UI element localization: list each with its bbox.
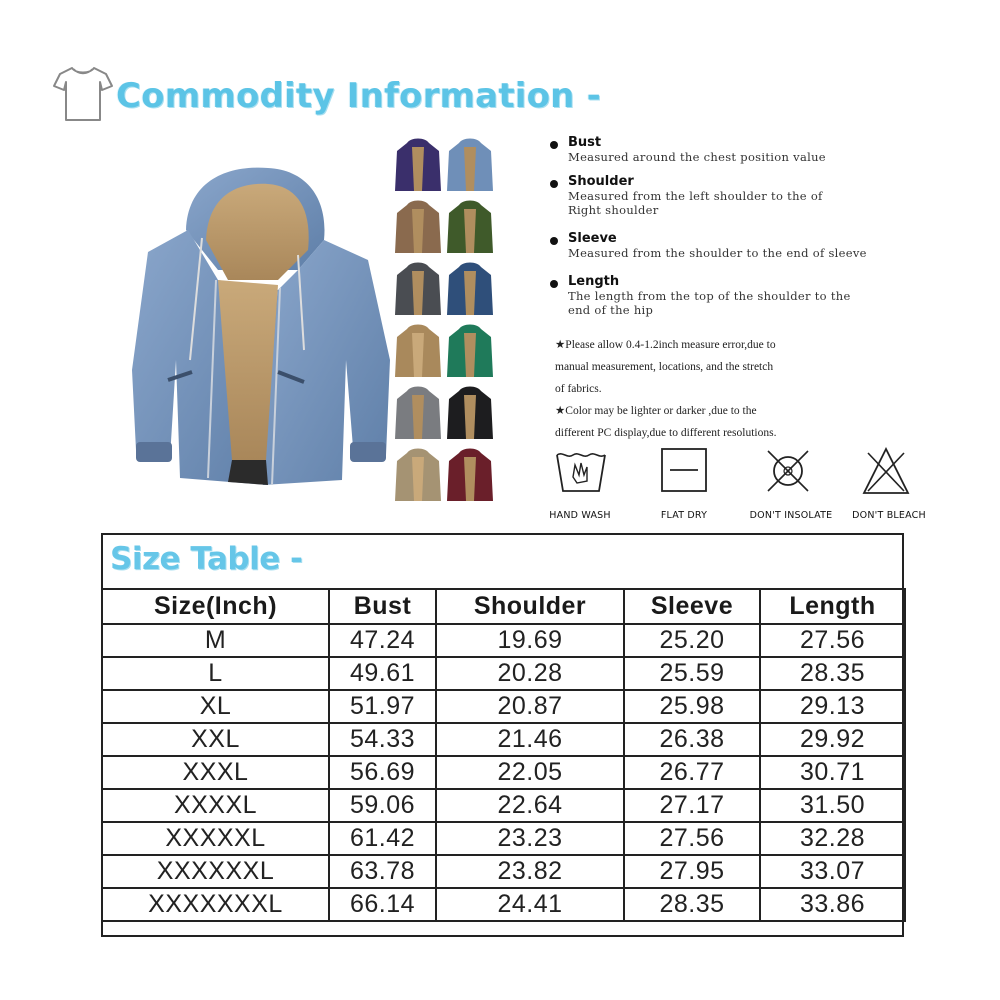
length-cell: 32.28 <box>760 822 905 855</box>
variant-swatch[interactable] <box>393 199 443 259</box>
bust-cell: 66.14 <box>329 888 436 921</box>
variant-swatch[interactable] <box>393 323 443 383</box>
table-row <box>102 789 905 822</box>
note-line: of fabrics. <box>555 383 602 395</box>
care-label: HAND WASH <box>549 510 611 521</box>
shoulder-cell: 20.28 <box>436 657 624 690</box>
guide-title: Shoulder <box>568 174 634 189</box>
shoulder-cell: 21.46 <box>436 723 624 756</box>
bust-cell: 49.61 <box>329 657 436 690</box>
length-cell: 28.35 <box>760 657 905 690</box>
note-line: different PC display,due to different resolutions. <box>555 427 777 439</box>
bust-cell: 59.06 <box>329 789 436 822</box>
flat-dry-icon <box>650 447 730 495</box>
table-row <box>102 888 905 921</box>
table-row <box>102 657 905 690</box>
guide-bust <box>548 135 878 164</box>
color-variants-grid <box>393 137 497 511</box>
size-cell: XXXXXL <box>102 822 329 855</box>
variant-swatch[interactable] <box>393 447 443 507</box>
shoulder-cell: 23.82 <box>436 855 624 888</box>
guide-title: Bust <box>568 135 602 150</box>
bullet-icon <box>550 280 558 288</box>
table-row <box>102 723 905 756</box>
measurement-notes <box>555 334 835 444</box>
column-header: Shoulder <box>436 589 624 624</box>
sleeve-cell: 28.35 <box>624 888 760 921</box>
variant-swatch[interactable] <box>445 447 495 507</box>
column-header: Size(Inch) <box>102 589 329 624</box>
variant-swatch[interactable] <box>445 199 495 259</box>
variant-swatch[interactable] <box>393 385 443 445</box>
guide-desc: Measured around the chest position value <box>568 150 826 164</box>
size-cell: XXXXXXXL <box>102 888 329 921</box>
size-cell: XXXXL <box>102 789 329 822</box>
length-cell: 29.92 <box>760 723 905 756</box>
bullet-icon <box>550 180 558 188</box>
size-cell: XL <box>102 690 329 723</box>
sleeve-cell: 25.20 <box>624 624 760 657</box>
note-line: manual measurement, locations, and the stretch <box>555 361 774 373</box>
dont-bleach-icon <box>858 447 938 495</box>
size-table-title: Size Table - <box>110 541 303 577</box>
guide-length <box>548 274 878 317</box>
size-table <box>101 588 906 922</box>
table-row <box>102 756 905 789</box>
measurement-guide <box>548 135 878 325</box>
bust-cell: 47.24 <box>329 624 436 657</box>
sleeve-cell: 26.77 <box>624 756 760 789</box>
care-label: DON'T BLEACH <box>852 510 926 521</box>
care-label: DON'T INSOLATE <box>749 510 833 521</box>
column-header: Length <box>760 589 905 624</box>
sleeve-cell: 25.59 <box>624 657 760 690</box>
sleeve-cell: 27.56 <box>624 822 760 855</box>
size-cell: XXXL <box>102 756 329 789</box>
bust-cell: 56.69 <box>329 756 436 789</box>
sleeve-cell: 27.95 <box>624 855 760 888</box>
table-row <box>102 690 905 723</box>
guide-desc: Measured from the shoulder to the end of sleeve <box>568 246 867 260</box>
variant-swatch[interactable] <box>393 137 443 197</box>
length-cell: 29.13 <box>760 690 905 723</box>
main-jacket-image <box>128 160 393 490</box>
length-cell: 33.86 <box>760 888 905 921</box>
variant-swatch[interactable] <box>445 261 495 321</box>
length-cell: 31.50 <box>760 789 905 822</box>
bust-cell: 61.42 <box>329 822 436 855</box>
shoulder-cell: 24.41 <box>436 888 624 921</box>
guide-shoulder <box>548 174 878 217</box>
bullet-icon <box>550 237 558 245</box>
bust-cell: 54.33 <box>329 723 436 756</box>
variant-swatch[interactable] <box>445 385 495 445</box>
guide-desc: The length from the top of the shoulder to the end of the hip <box>568 289 851 317</box>
guide-title: Length <box>568 274 620 289</box>
shoulder-cell: 22.05 <box>436 756 624 789</box>
column-header: Bust <box>329 589 436 624</box>
guide-title: Sleeve <box>568 231 617 246</box>
bust-cell: 63.78 <box>329 855 436 888</box>
length-cell: 33.07 <box>760 855 905 888</box>
table-header-row <box>102 589 905 624</box>
commodity-info-title: Commodity Information - <box>116 76 601 116</box>
length-cell: 30.71 <box>760 756 905 789</box>
dont-insolate-icon <box>752 447 832 495</box>
table-row <box>102 624 905 657</box>
size-cell: XXXXXXL <box>102 855 329 888</box>
shoulder-cell: 20.87 <box>436 690 624 723</box>
care-label: FLAT DRY <box>660 510 708 521</box>
variant-swatch[interactable] <box>393 261 443 321</box>
variant-swatch[interactable] <box>445 137 495 197</box>
sleeve-cell: 25.98 <box>624 690 760 723</box>
guide-desc: Measured from the left shoulder to the of Right shoulder <box>568 189 823 217</box>
shoulder-cell: 22.64 <box>436 789 624 822</box>
sleeve-cell: 27.17 <box>624 789 760 822</box>
bullet-icon <box>550 141 558 149</box>
guide-sleeve <box>548 231 878 260</box>
length-cell: 27.56 <box>760 624 905 657</box>
sleeve-cell: 26.38 <box>624 723 760 756</box>
note-line: ★Color may be lighter or darker ,due to the <box>555 405 757 417</box>
size-cell: M <box>102 624 329 657</box>
column-header: Sleeve <box>624 589 760 624</box>
size-cell: L <box>102 657 329 690</box>
size-cell: XXL <box>102 723 329 756</box>
table-row <box>102 855 905 888</box>
shoulder-cell: 19.69 <box>436 624 624 657</box>
variant-swatch[interactable] <box>445 323 495 383</box>
shoulder-cell: 23.23 <box>436 822 624 855</box>
hand-wash-icon <box>553 447 633 495</box>
bust-cell: 51.97 <box>329 690 436 723</box>
table-row <box>102 822 905 855</box>
tshirt-outline-icon <box>52 64 114 124</box>
note-line: ★Please allow 0.4-1.2inch measure error,due to <box>555 339 776 351</box>
